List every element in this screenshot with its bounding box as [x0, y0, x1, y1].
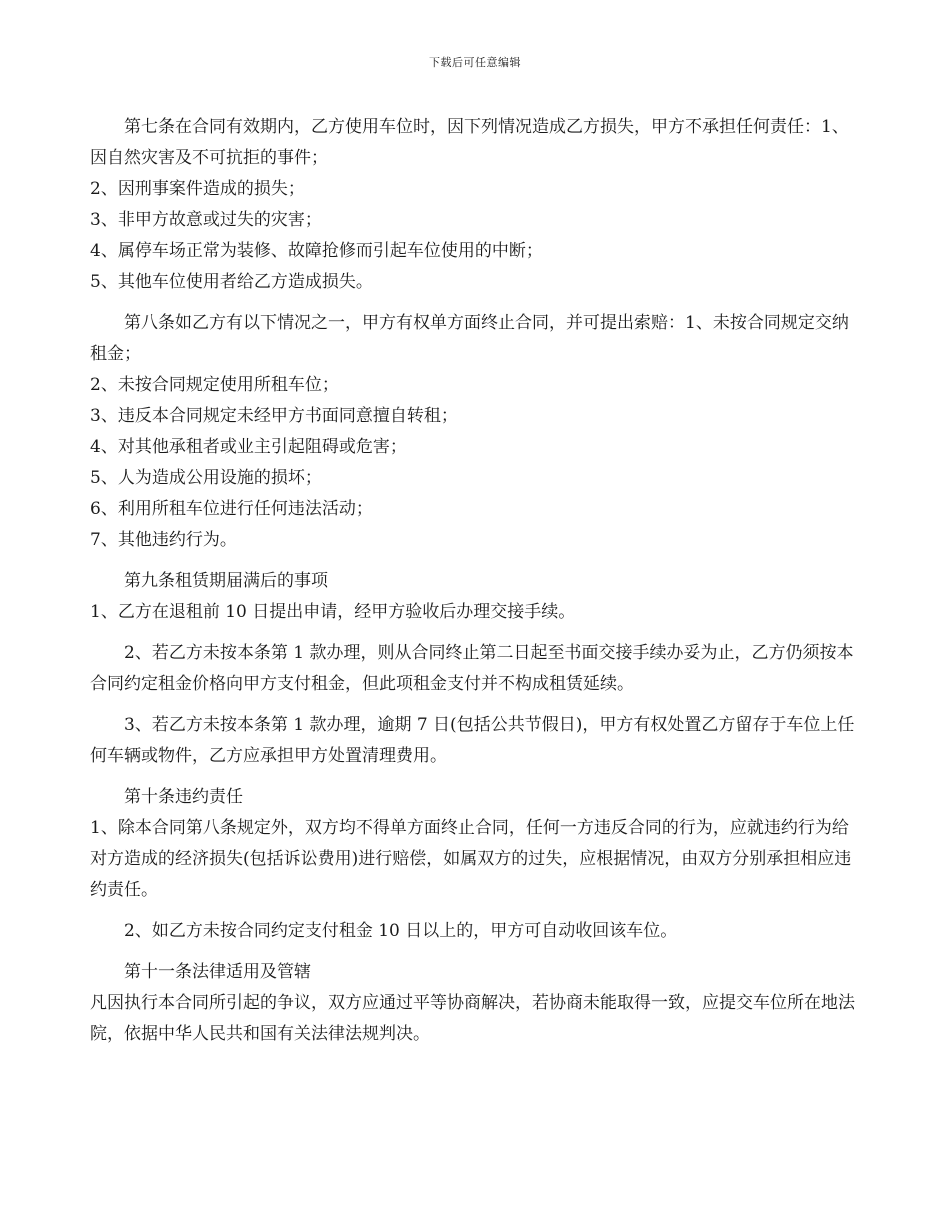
paragraph-line: 凡因执行本合同所引起的争议，双方应通过平等协商解决，若协商未能取得一致，应提交车位所在地法院，依据中华人民共和国有关法律法规判决。 — [90, 993, 855, 1044]
paragraph-line: 1、除本合同第八条规定外，双方均不得单方面终止合同，任何一方违反合同的行为，应就违约行为给对方造成的经济损失(包括诉讼费用)进行赔偿，如属双方的过失，应根据情况，由双方分别承担相应违约责任。 — [90, 818, 852, 900]
paragraph-line: 5、人为造成公用设施的损坏； — [90, 468, 322, 488]
paragraph-block — [90, 782, 865, 906]
paragraph-line: 4、属停车场正常为装修、故障抢修而引起车位使用的中断； — [90, 241, 543, 261]
paragraph-line: 2、若乙方未按本条第 1 款办理，则从合同终止第二日起至书面交接手续办妥为止，乙方仍须按本合同约定租金价格向甲方支付租金，但此项租金支付并不构成租赁延续。 — [90, 643, 854, 694]
paragraph-line: 5、其他车位使用者给乙方造成损失。 — [90, 272, 373, 292]
paragraph-line: 第十一条法律适用及管辖 — [124, 962, 311, 982]
paragraph-line: 6、利用所租车位进行任何违法活动； — [90, 499, 373, 519]
page-header: 下载后可任意编辑 — [429, 56, 521, 69]
document-body — [90, 112, 865, 1060]
paragraph-line: 3、违反本合同规定未经甲方书面同意擅自转租； — [90, 406, 458, 426]
paragraph-line: 3、若乙方未按本条第 1 款办理，逾期 7 日(包括公共节假日)，甲方有权处置乙方留存于车位上任何车辆或物件，乙方应承担甲方处置清理费用。 — [90, 715, 855, 766]
paragraph-line: 2、如乙方未按合同约定支付租金 10 日以上的，甲方可自动收回该车位。 — [124, 921, 678, 941]
paragraph-line: 4、对其他承租者或业主引起阻碍或危害； — [90, 437, 407, 457]
paragraph-block — [90, 638, 865, 700]
paragraph-block — [90, 308, 865, 556]
paragraph-block — [90, 566, 865, 628]
paragraph-line: 第十条违约责任 — [124, 787, 243, 807]
paragraph-line: 7、其他违约行为。 — [90, 530, 237, 550]
paragraph-line: 2、因刑事案件造成的损失； — [90, 179, 305, 199]
paragraph-block — [90, 112, 865, 298]
paragraph-line: 第七条在合同有效期内，乙方使用车位时，因下列情况造成乙方损失，甲方不承担任何责任：1、因自然灾害及不可抗拒的事件； — [90, 117, 849, 168]
paragraph-block — [90, 916, 865, 947]
paragraph-block — [90, 710, 865, 772]
paragraph-line: 第九条租赁期届满后的事项 — [124, 571, 328, 591]
paragraph-line: 3、非甲方故意或过失的灾害； — [90, 210, 322, 230]
paragraph-line: 1、乙方在退租前 10 日提出申请，经甲方验收后办理交接手续。 — [90, 602, 576, 622]
paragraph-line: 第八条如乙方有以下情况之一，甲方有权单方面终止合同，并可提出索赔：1、未按合同规定交纳租金； — [90, 313, 849, 364]
paragraph-block — [90, 957, 865, 1050]
paragraph-line: 2、未按合同规定使用所租车位； — [90, 375, 339, 395]
